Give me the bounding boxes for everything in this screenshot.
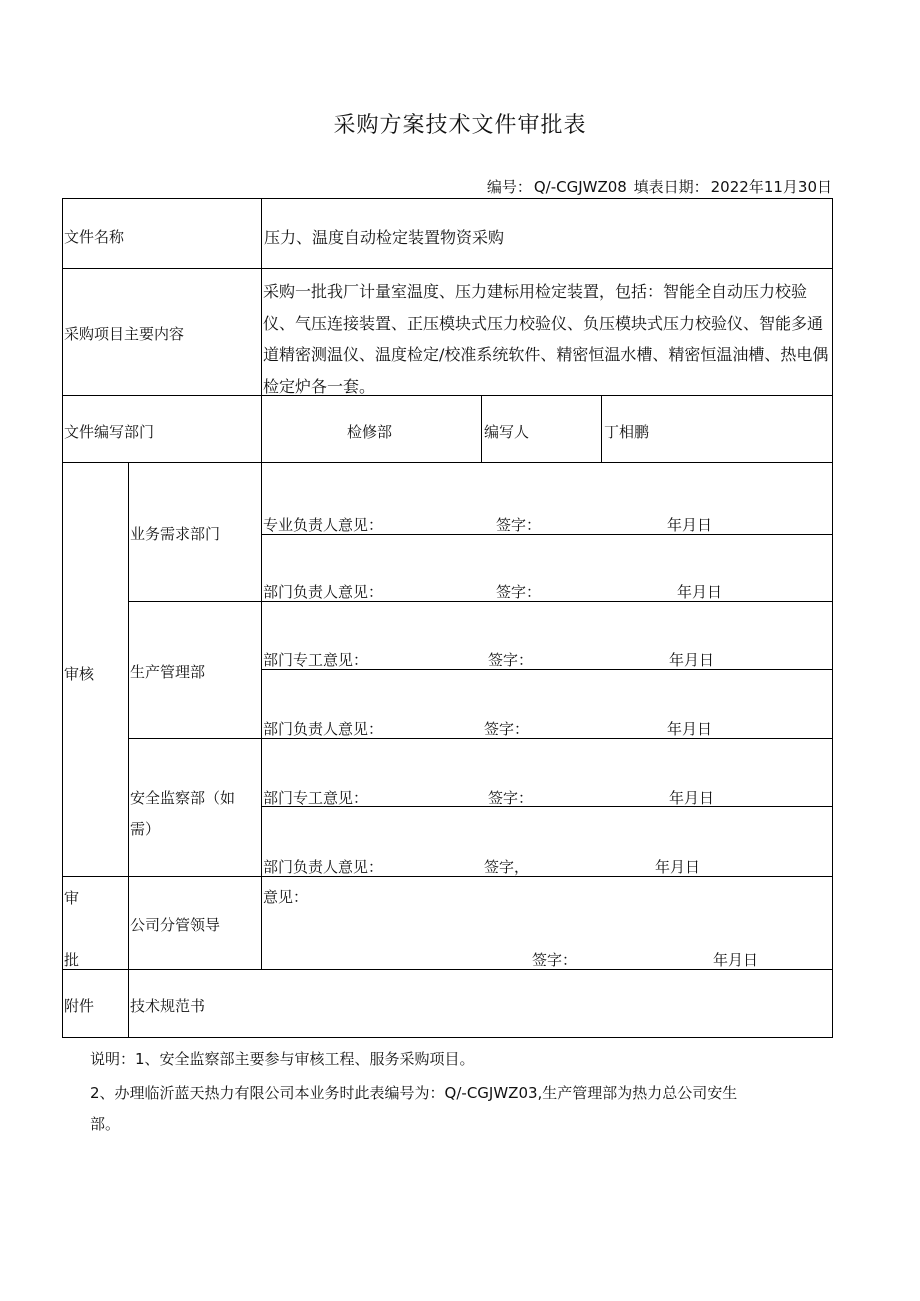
sign-label: 签字：: [488, 789, 534, 807]
opinion-dept-lead: 部门负责人意见：: [263, 583, 384, 601]
date-label: 填表日期：: [633, 178, 709, 196]
approval-label-bottom: 批: [64, 951, 80, 969]
note-1: 说明：1、安全监察部主要参与审核工程、服务采购项目。: [90, 1050, 475, 1068]
date-value: 2022年11月30日: [710, 178, 832, 196]
file-name-value: 压力、温度自动检定装置物资采购: [264, 228, 505, 247]
safety-dept-label-line1: 安全监察部（如: [130, 789, 236, 807]
writer-value: 丁相鹏: [604, 423, 650, 441]
opinion-dept-specialist: 部门专工意见：: [263, 789, 369, 807]
sign-label: 签字，: [484, 858, 530, 876]
sign-label: 签字：: [496, 583, 542, 601]
safety-dept-label-line2: 需）: [130, 820, 161, 838]
date-label: 年月日: [655, 858, 701, 876]
opinion-dept-lead: 部门负责人意见：: [263, 720, 384, 738]
writer-label: 编写人: [484, 423, 530, 441]
approval-label-top: 审: [64, 889, 80, 907]
business-dept-label: 业务需求部门: [130, 525, 221, 543]
note-2-line2: 部。: [90, 1115, 121, 1133]
date-label: 年月日: [669, 789, 715, 807]
opinion-dept-lead: 部门负责人意见：: [263, 858, 384, 876]
date-label: 年月日: [667, 516, 713, 534]
dept-label: 文件编写部门: [64, 423, 155, 441]
date-label: 年月日: [677, 583, 723, 601]
leader-label: 公司分管领导: [130, 916, 221, 934]
attachment-value: 技术规范书: [130, 997, 206, 1015]
content-label: 采购项目主要内容: [64, 325, 185, 343]
page-title: 采购方案技术文件审批表: [333, 113, 587, 138]
review-label: 审核: [64, 665, 95, 683]
approval-date: 年月日: [713, 951, 759, 969]
production-dept-label: 生产管理部: [130, 663, 206, 681]
date-label: 年月日: [669, 651, 715, 669]
sign-label: 签字：: [488, 651, 534, 669]
approval-sign: 签字：: [532, 951, 578, 969]
note-2-line1: 2、办理临沂蓝天热力有限公司本业务时此表编号为：Q/-CGJWZ03,生产管理部为热力总公司安生: [90, 1084, 738, 1102]
content-value: 采购一批我厂计量室温度、压力建标用检定装置，包括：智能全自动压力校验仪、气压连接装置、正压模块式压力校验仪、负压模块式压力校验仪、智能多通道精密测温仪、温度检定/校准系统软件、精密恒温水槽、精密恒温油槽、热电偶检定炉各一套。: [263, 282, 829, 396]
sign-label: 签字：: [496, 516, 542, 534]
opinion-dept-specialist: 部门专工意见：: [263, 651, 369, 669]
dept-value: 检修部: [347, 423, 393, 441]
date-label: 年月日: [667, 720, 713, 738]
approval-opinion: 意见：: [263, 888, 309, 906]
form-meta: [485, 176, 832, 197]
number-value: Q/-CGJWZ08: [533, 178, 627, 196]
attachment-label: 附件: [64, 997, 95, 1015]
sign-label: 签字：: [484, 720, 530, 738]
file-name-label: 文件名称: [64, 228, 125, 246]
opinion-specialty-lead: 专业负责人意见：: [263, 516, 384, 534]
number-label: 编号：: [486, 178, 532, 196]
